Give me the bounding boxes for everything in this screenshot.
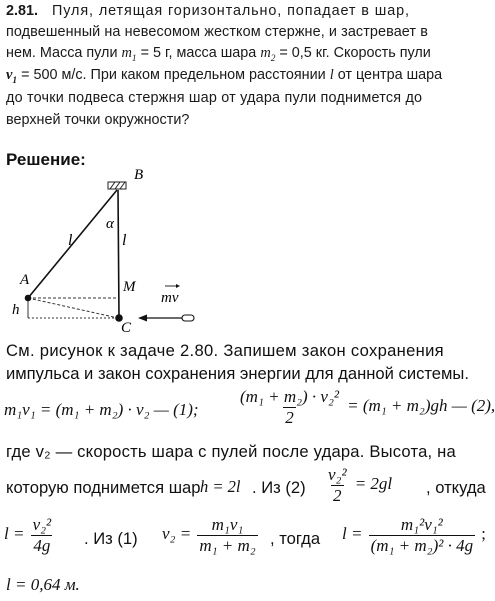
m1-value: = 5 г, масса шара xyxy=(140,45,257,61)
pendulum-figure xyxy=(12,166,210,336)
v2-squared: v₂² xyxy=(328,465,347,484)
l-den: 4g xyxy=(33,535,51,555)
rod-inclined xyxy=(28,190,117,298)
l-equals: l = xyxy=(4,524,25,544)
label-M: M xyxy=(123,279,136,295)
v2-equals: v₂ = xyxy=(162,524,192,544)
energy-fraction xyxy=(238,388,341,427)
height-expression: h = 2l xyxy=(200,477,241,496)
label-l-right: l xyxy=(122,232,127,249)
dashed-chord xyxy=(28,298,118,318)
v2-den: m₁ + m₂ xyxy=(199,535,256,555)
l-final-num: m₁²v₁² xyxy=(400,515,443,534)
problem-line-3 xyxy=(6,45,490,62)
ceiling-support xyxy=(108,182,126,189)
line6-from: . Из (1) xyxy=(84,529,138,548)
l-formula-1 xyxy=(4,516,55,555)
label-C: C xyxy=(121,320,132,336)
solution-line-2: импульса и закон сохранения энергии для данной системы. xyxy=(6,364,469,383)
answer: l = 0,64 м. xyxy=(6,575,80,594)
line5-from: . Из (2) xyxy=(252,478,306,497)
energy-equation xyxy=(236,388,495,427)
problem-text-3: нем. Масса пули xyxy=(6,45,118,61)
line5-text: которую поднимется шар xyxy=(6,478,201,497)
problem-line-4 xyxy=(6,67,490,84)
solution-heading: Решение: xyxy=(6,150,86,169)
solution-line-4: где v₂ — скорость шара с пулей после удара. Высота, на xyxy=(6,442,456,461)
rhs-2gl: = 2gl xyxy=(354,474,393,494)
problem-line-2 xyxy=(6,24,490,40)
v1-symbol: $v_1$ xyxy=(6,67,18,86)
l-final-den: (m₁ + m₂)² · 4g xyxy=(370,535,474,555)
label-l-left: l xyxy=(68,232,73,249)
v2-fraction xyxy=(197,516,257,555)
problem-text-5: до точки подвеса стержня шар от удара пули поднимется до xyxy=(6,90,423,106)
l-formula-final xyxy=(342,516,486,555)
line5-whence: , откуда xyxy=(426,478,486,497)
m1-symbol: $m_1$ xyxy=(121,45,137,64)
v1-value: = 500 м/с. При каком предельном расстоянии xyxy=(21,67,326,83)
solution-line-6 xyxy=(4,516,490,568)
problem-text-4: от центра шара xyxy=(337,67,443,83)
problem-text-1: Пуля, летящая горизонтально, попадает в шар, xyxy=(52,3,410,19)
label-A: A xyxy=(20,272,30,288)
v2-half-fraction xyxy=(326,466,349,505)
momentum-equation: m₁v₁ = (m₁ + m₂) · v₂ — (1); xyxy=(4,400,199,419)
l-symbol: l xyxy=(329,67,334,83)
label-B: B xyxy=(134,167,144,183)
v2-formula xyxy=(162,516,260,555)
v2-num: m₁v₁ xyxy=(211,515,244,534)
l-final-fraction xyxy=(369,516,476,555)
solution-line-1: См. рисунок к задаче 2.80. Запишем закон сохранения xyxy=(6,341,444,360)
rod-vertical xyxy=(118,190,119,318)
label-mv: mv xyxy=(161,290,179,306)
label-alpha: α xyxy=(106,216,114,232)
problem-line-5 xyxy=(6,90,490,106)
semicolon: ; xyxy=(481,524,486,544)
solution-line-5 xyxy=(6,466,490,512)
mv-vector-head xyxy=(176,284,180,288)
label-h: h xyxy=(12,302,20,318)
problem-line-1 xyxy=(6,3,490,19)
problem-text-2: подвешенный на невесомом жестком стержне, и застревает в xyxy=(6,24,428,40)
m2-symbol: $m_2$ xyxy=(260,45,276,64)
l-num: v₂² xyxy=(32,515,52,534)
problem-text-6: верхней точки окружности? xyxy=(6,112,190,128)
equation-line xyxy=(4,387,495,438)
line5-fraction-wrap xyxy=(324,466,392,505)
line6-then: , тогда xyxy=(270,529,321,548)
problem-line-6 xyxy=(6,112,490,128)
energy-denominator: 2 xyxy=(285,407,294,427)
bullet xyxy=(182,315,194,321)
l-fraction xyxy=(31,516,54,555)
arrow-head xyxy=(138,315,147,322)
problem-number: 2.81. xyxy=(6,3,39,19)
l-final-equals: l = xyxy=(342,524,363,544)
energy-numerator: (m₁ + m₂) · v₂² xyxy=(240,387,339,406)
ball-position-a xyxy=(25,295,32,302)
two-denominator: 2 xyxy=(333,485,342,505)
energy-rhs: = (m₁ + m₂)gh — (2), xyxy=(347,396,495,416)
m2-value: = 0,5 кг. Скорость пули xyxy=(279,45,431,61)
